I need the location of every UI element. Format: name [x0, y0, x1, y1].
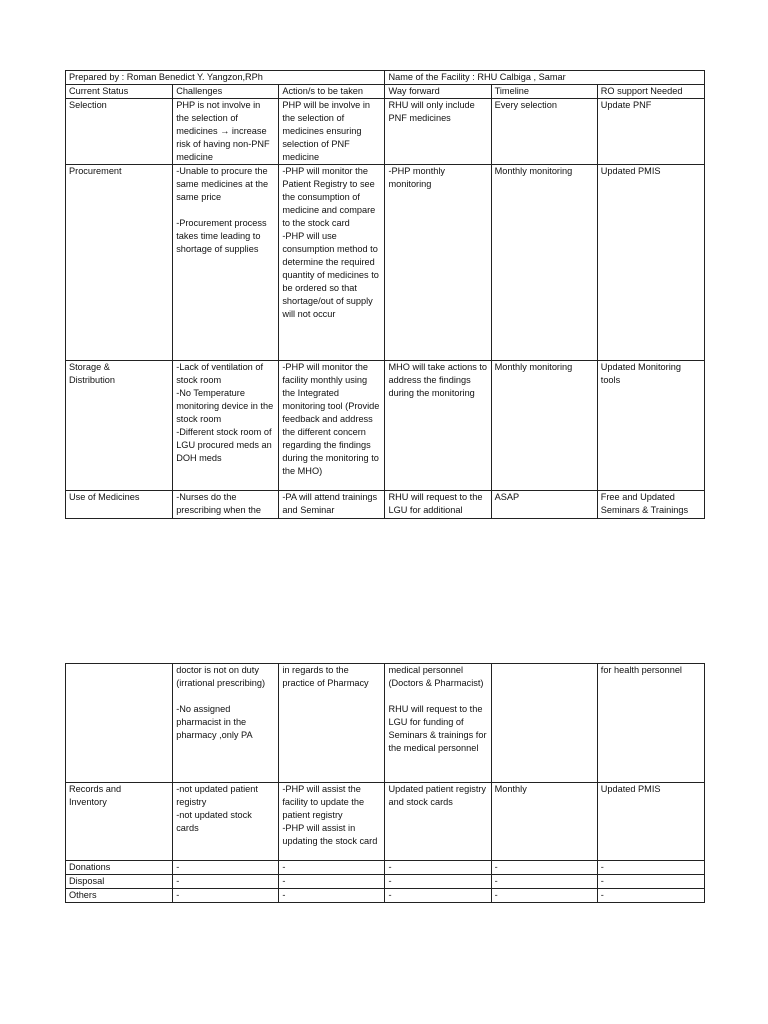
table-row — [66, 783, 705, 861]
table-header-row — [66, 85, 705, 99]
table-cell: Disposal — [66, 875, 173, 889]
action-plan-table-page-2 — [65, 663, 705, 903]
column-header: Challenges — [173, 85, 279, 99]
table-row — [66, 875, 705, 889]
table-cell: - — [491, 861, 597, 875]
table-cell: Monthly monitoring — [491, 165, 597, 361]
table-cell: - — [491, 875, 597, 889]
table-row — [66, 491, 705, 519]
table-cell: MHO will take actions to address the findings during the monitoring — [385, 361, 491, 491]
table-cell: Procurement — [66, 165, 173, 361]
table-row — [66, 664, 705, 783]
column-header: Current Status — [66, 85, 173, 99]
table-cell: -Lack of ventilation of stock room -No Temperature monitoring device in the stock room -Different stock room of LGU procured meds an DOH meds — [173, 361, 279, 491]
column-header: Action/s to be taken — [279, 85, 385, 99]
table-cell: -PHP will assist the facility to update the patient registry -PHP will assist in updating the stock card — [279, 783, 385, 861]
table-cell: Update PNF — [597, 99, 704, 165]
table-cell: Monthly — [491, 783, 597, 861]
table-cell: Free and Updated Seminars & Trainings — [597, 491, 704, 519]
table-cell: in regards to the practice of Pharmacy — [279, 664, 385, 783]
table-row — [66, 861, 705, 875]
table-cell: - — [385, 861, 491, 875]
table-cell: -PHP monthly monitoring — [385, 165, 491, 361]
table-cell: - — [173, 889, 279, 903]
table-cell: - — [597, 889, 704, 903]
table-cell: - — [279, 861, 385, 875]
table-row — [66, 99, 705, 165]
table-title-row — [66, 71, 705, 85]
table-row — [66, 361, 705, 491]
table-cell: Updated PMIS — [597, 165, 704, 361]
table-cell: ASAP — [491, 491, 597, 519]
table-cell: doctor is not on duty (irrational prescribing) -No assigned pharmacist in the pharmacy ,only PA — [173, 664, 279, 783]
table-cell: PHP will be involve in the selection of medicines ensuring selection of PNF medicine — [279, 99, 385, 165]
facility-name: Name of the Facility : RHU Calbiga , Samar — [385, 71, 705, 85]
table-cell: medical personnel (Doctors & Pharmacist) RHU will request to the LGU for funding of Seminars & trainings for the medical personnel — [385, 664, 491, 783]
table-cell: - — [491, 889, 597, 903]
table-cell: - — [173, 861, 279, 875]
column-header: Way forward — [385, 85, 491, 99]
table-cell: Donations — [66, 861, 173, 875]
prepared-by: Prepared by : Roman Benedict Y. Yangzon,RPh — [66, 71, 385, 85]
table-cell: RHU will request to the LGU for additional — [385, 491, 491, 519]
table-cell — [491, 664, 597, 783]
table-cell: PHP is not involve in the selection of medicines → increase risk of having non-PNF medicine — [173, 99, 279, 165]
table-cell: Storage & Distribution — [66, 361, 173, 491]
table-cell: Records and Inventory — [66, 783, 173, 861]
table-cell: - — [597, 861, 704, 875]
table-cell: -PHP will monitor the facility monthly using the Integrated monitoring tool (Provide feedback and address the different concern regarding the findings during the monitoring to the MHO) — [279, 361, 385, 491]
table-cell: - — [279, 889, 385, 903]
table-row — [66, 889, 705, 903]
table-cell: - — [385, 889, 491, 903]
table-cell: - — [279, 875, 385, 889]
table-cell: -PA will attend trainings and Seminar — [279, 491, 385, 519]
table-cell: Selection — [66, 99, 173, 165]
table-row — [66, 165, 705, 361]
table-cell: - — [385, 875, 491, 889]
table-cell: -Nurses do the prescribing when the — [173, 491, 279, 519]
table-cell: - — [173, 875, 279, 889]
column-header: Timeline — [491, 85, 597, 99]
table-cell: Updated PMIS — [597, 783, 704, 861]
table-cell: RHU will only include PNF medicines — [385, 99, 491, 165]
table-cell: Updated Monitoring tools — [597, 361, 704, 491]
table-cell: Every selection — [491, 99, 597, 165]
table-cell: Monthly monitoring — [491, 361, 597, 491]
table-cell: - — [597, 875, 704, 889]
column-header: RO support Needed — [597, 85, 704, 99]
table-cell — [66, 664, 173, 783]
table-cell: -not updated patient registry -not updated stock cards — [173, 783, 279, 861]
table-cell: -PHP will monitor the Patient Registry to see the consumption of medicine and compare to the stock card -PHP will use consumption method to determine the required quantity of medicines to be ordered so that shortage/out of supply will not occur — [279, 165, 385, 361]
table-cell: for health personnel — [597, 664, 704, 783]
table-cell: Updated patient registry and stock cards — [385, 783, 491, 861]
action-plan-table-page-1 — [65, 70, 705, 519]
table-cell: Others — [66, 889, 173, 903]
table-cell: -Unable to procure the same medicines at the same price -Procurement process takes time leading to shortage of supplies — [173, 165, 279, 361]
table-cell: Use of Medicines — [66, 491, 173, 519]
